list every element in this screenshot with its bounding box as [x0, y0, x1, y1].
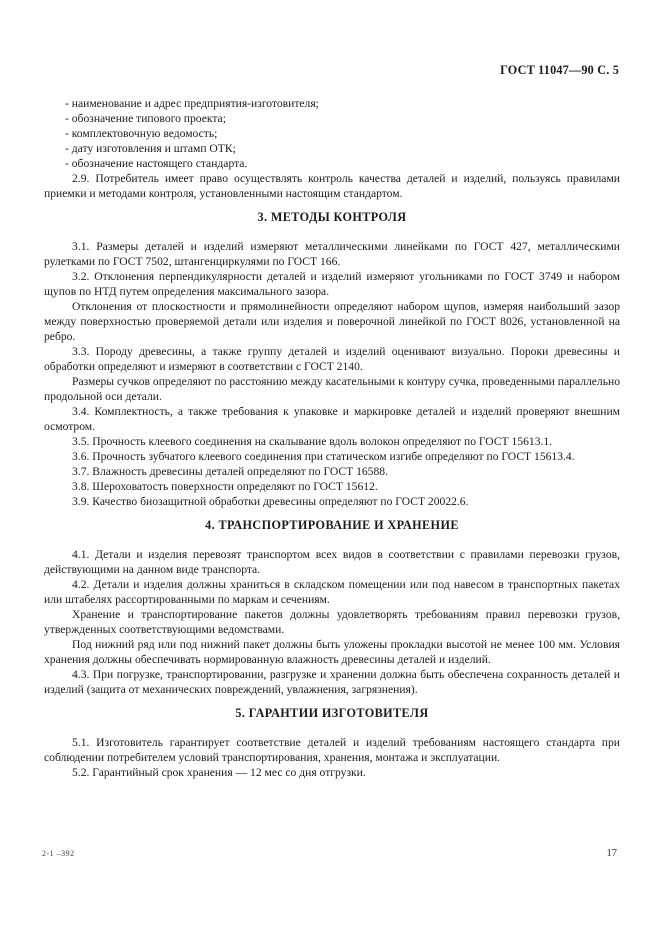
paragraph-3-4: 3.4. Комплектность, а также требования к упаковке и маркировке деталей и изделий проверяют внешним осмотром.	[44, 405, 620, 433]
section-title-transportation-and-storage: 4. ТРАНСПОРТИРОВАНИЕ И ХРАНЕНИЕ	[205, 518, 459, 532]
paragraph-3-2-note: Отклонения от плоскостности и прямолинейности определяют набором щупов, измеряя наибольший зазор между поверхностью проверяемой детали или изделия и поверочной линейкой по ГОСТ 8026, установленной на ребро.	[44, 300, 620, 343]
page-number: 17	[606, 848, 617, 859]
section-title-methods-of-control: 3. МЕТОДЫ КОНТРОЛЯ	[257, 210, 407, 224]
paragraph-3-5: 3.5. Прочность клеевого соединения на скалывание вдоль волокон определяют по ГОСТ 15613.1.	[72, 435, 553, 448]
paragraph-3-7: 3.7. Влажность древесины деталей определяют по ГОСТ 16588.	[72, 465, 388, 478]
paragraph-3-2: 3.2. Отклонения перпендикулярности деталей и изделий измеряют угольниками по ГОСТ 3749 и набором щупов по НТД путем определения максимального зазора.	[44, 270, 620, 298]
paragraph-3-3-note: Размеры сучков определяют по расстоянию между касательными к контуру сучка, проведенными параллельно продольной оси детали.	[44, 375, 620, 403]
marking-requirements-list	[44, 96, 620, 171]
paragraph-3-3: 3.3. Породу древесины, а также группу деталей и изделий оценивают визуально. Пороки древесины и обработки определяют и измеряют в соответствии с ГОСТ 2140.	[44, 345, 620, 373]
paragraph-2-9: 2.9. Потребитель имеет право осуществлять контроль качества деталей и изделий, пользуясь правилами приемки и методами контроля, установленными настоящим стандартом.	[44, 172, 620, 200]
paragraph-3-1: 3.1. Размеры деталей и изделий измеряют металлическими линейками по ГОСТ 427, металлическими рулетками по ГОСТ 7502, штангенциркулями по ГОСТ 166.	[44, 240, 620, 268]
list-item: - обозначение типового проекта;	[65, 112, 226, 125]
section-title-manufacturer-warranty: 5. ГАРАНТИИ ИЗГОТОВИТЕЛЯ	[235, 706, 429, 720]
paragraph-3-9: 3.9. Качество биозащитной обработки древесины определяют по ГОСТ 20022.6.	[72, 495, 469, 508]
list-item: - комплектовочную ведомость;	[65, 127, 218, 140]
paragraph-3-8: 3.8. Шероховатость поверхности определяют по ГОСТ 15612.	[72, 480, 378, 493]
paragraph-4-2-note-1: Хранение и транспортирование пакетов должны удовлетворять требованиям правил перевозки грузов, утвержденных соответствующими ведомствами.	[44, 608, 620, 636]
document-content	[44, 96, 620, 780]
list-item: - дату изготовления и штамп ОТК;	[65, 142, 236, 155]
list-item: - наименование и адрес предприятия-изготовителя;	[65, 97, 319, 110]
list-item: - обозначение настоящего стандарта.	[65, 157, 248, 170]
page-header: ГОСТ 11047—90 С. 5	[500, 63, 619, 77]
paragraph-4-1: 4.1. Детали и изделия перевозят транспортом всех видов в соответствии с правилами перевозки грузов, действующими на данном виде транспорта.	[44, 548, 620, 576]
page-footer	[42, 848, 617, 859]
paragraph-4-2-note-2: Под нижний ряд или под нижний пакет должны быть уложены прокладки высотой не менее 100 мм. Условия хранения должны обеспечивать нормированную влажность древесины деталей и изделий.	[44, 638, 620, 666]
paragraph-5-2: 5.2. Гарантийный срок хранения — 12 мес со дня отгрузки.	[72, 766, 366, 779]
paragraph-4-2: 4.2. Детали и изделия должны храниться в складском помещении или под навесом в транспортных пакетах или штабелях рассортированными по маркам и сечениям.	[44, 578, 620, 606]
paragraph-5-1: 5.1. Изготовитель гарантирует соответствие деталей и изделий требованиям настоящего стандарта при соблюдении потребителем условий транспортирования, хранения, монтажа и эксплуатации.	[44, 736, 620, 764]
paragraph-3-6: 3.6. Прочность зубчатого клеевого соединения при статическом изгибе определяют по ГОСТ 15613.4.	[72, 450, 575, 463]
paragraph-4-3: 4.3. При погрузке, транспортировании, разгрузке и хранении должна быть обеспечена сохранность деталей и изделий (защита от механических повреждений, увлажнения, загрязнения).	[44, 668, 620, 696]
print-signature: 2-1 –392	[42, 849, 75, 858]
